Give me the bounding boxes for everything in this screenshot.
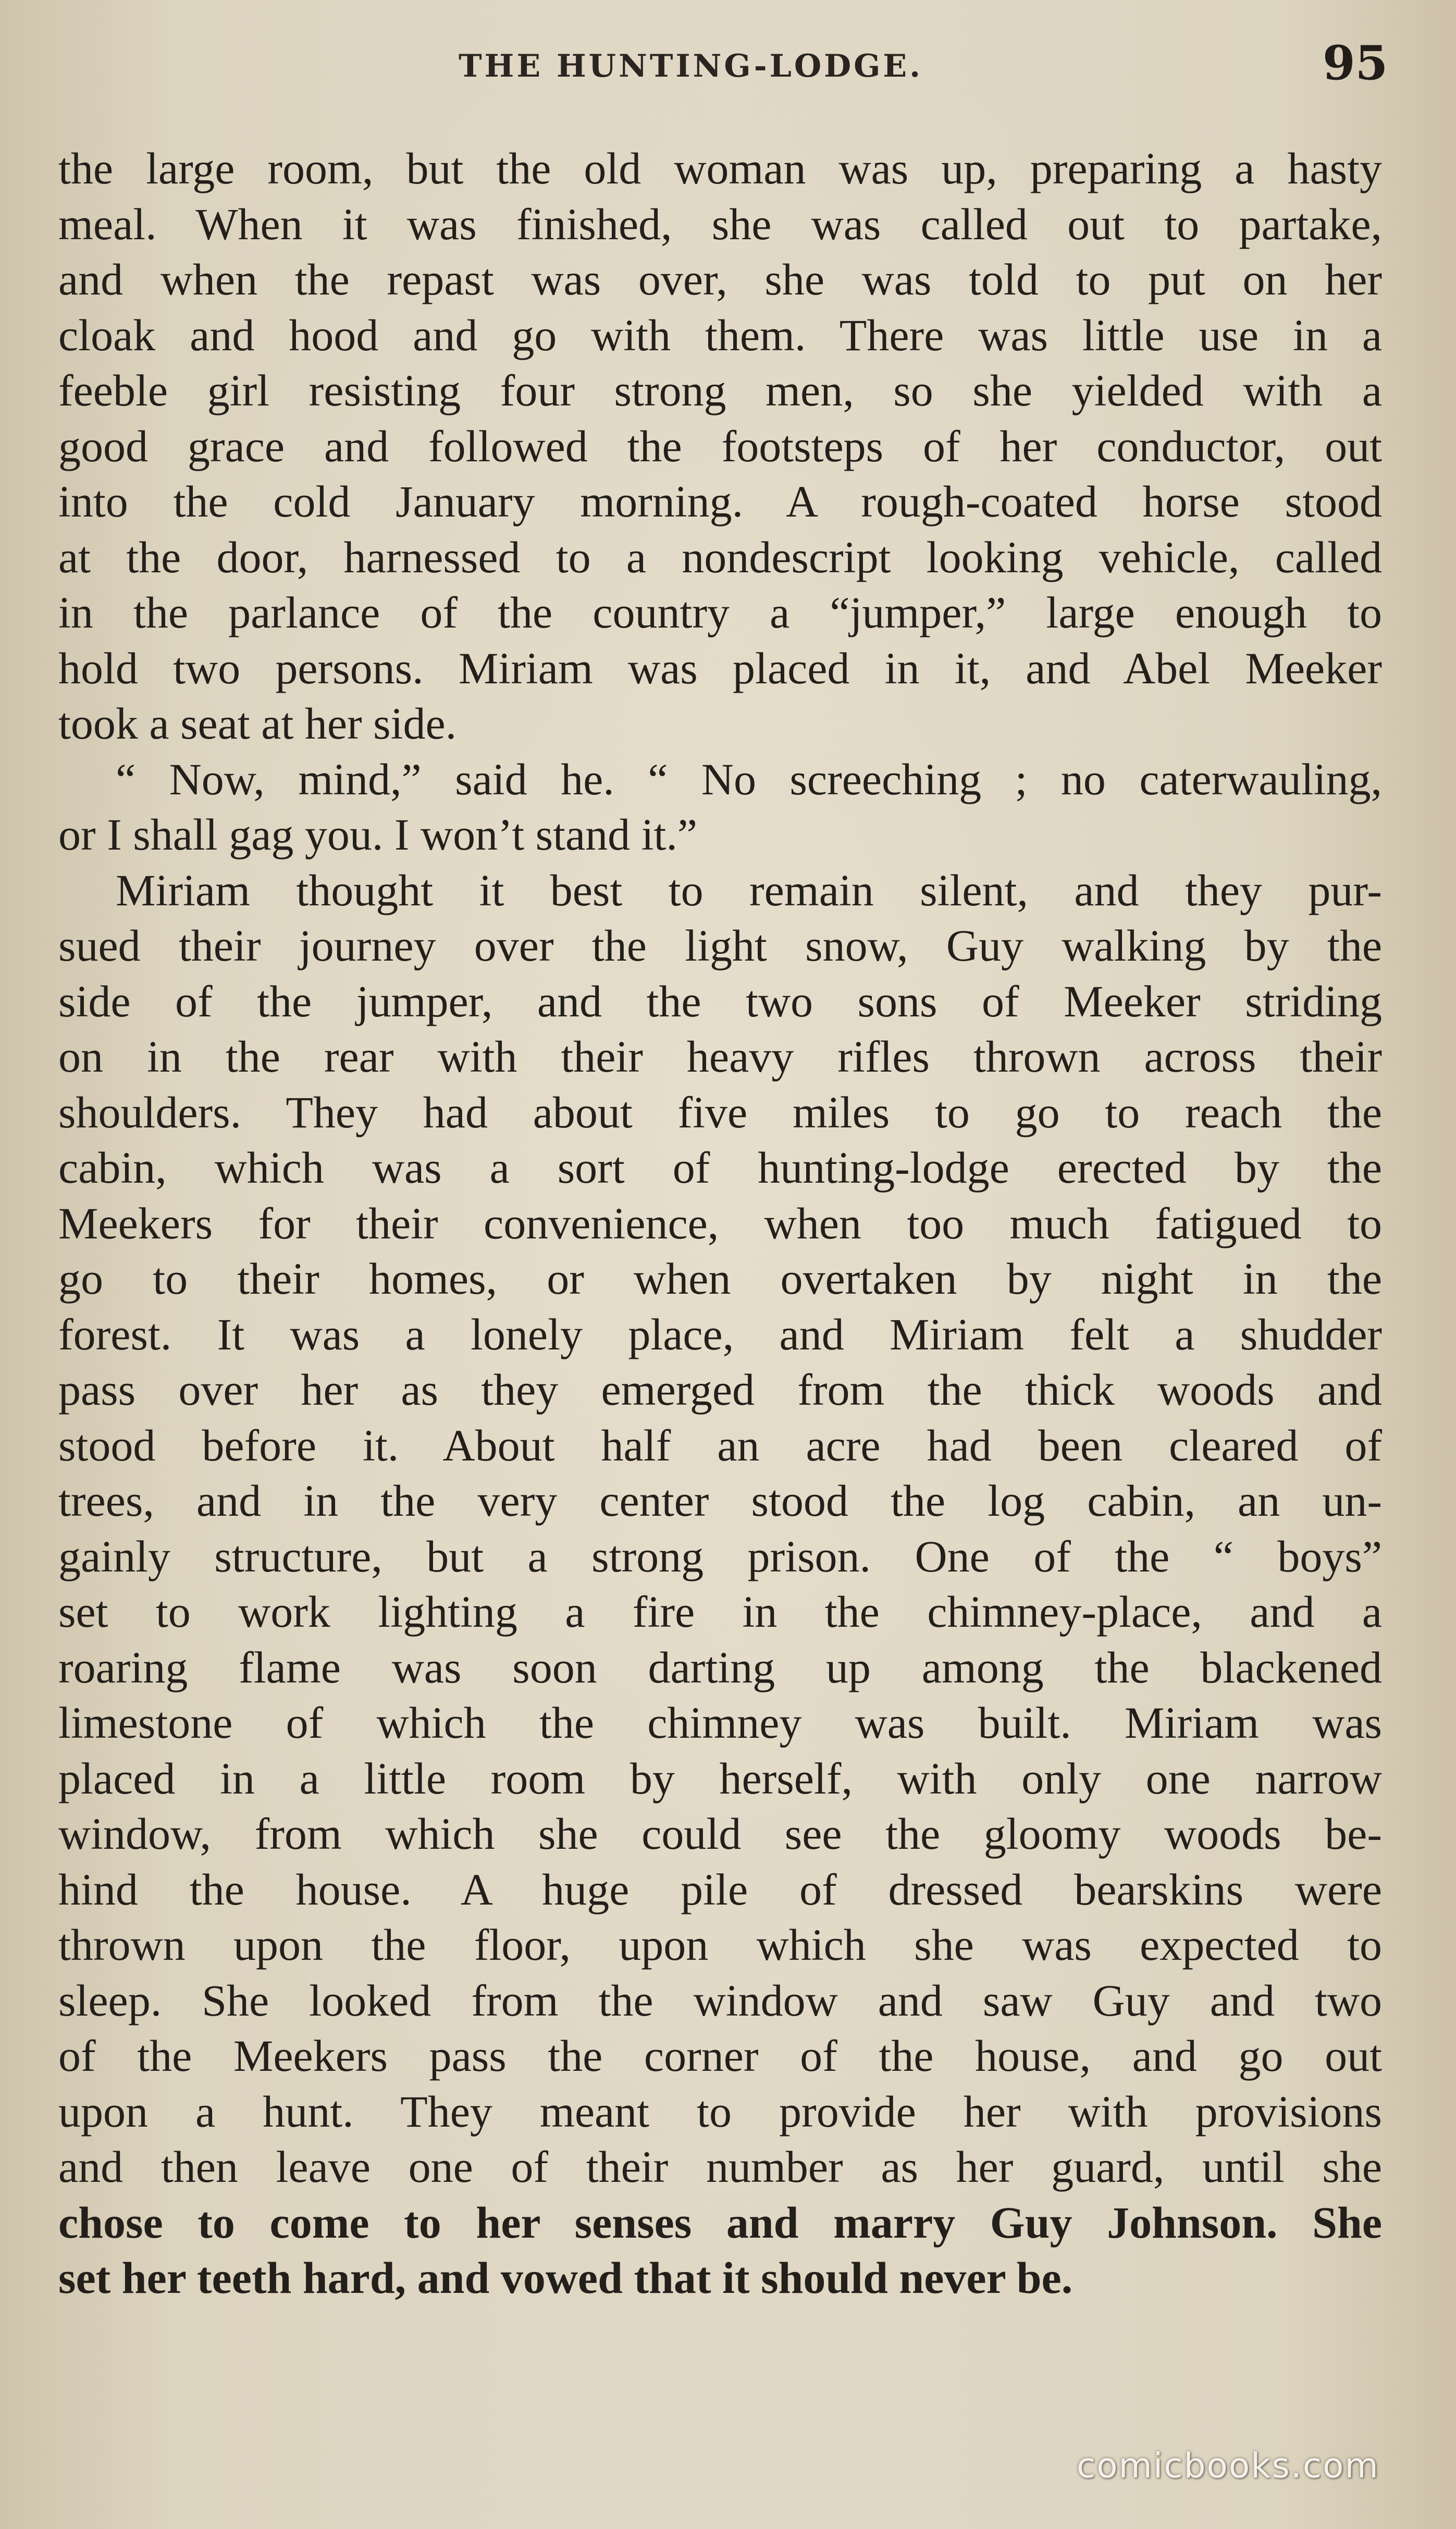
text-line: pass over her as they emerged from the thick woods and xyxy=(58,1365,1382,1415)
text-line: thrown upon the floor, upon which she was expected to xyxy=(58,1920,1382,1970)
text-line: trees, and in the very center stood the log cabin, an un- xyxy=(58,1476,1382,1526)
text-line: at the door, harnessed to a nondescript looking vehicle, called xyxy=(58,532,1382,582)
text-line: on in the rear with their heavy rifles thrown across their xyxy=(58,1032,1382,1082)
text-line: good grace and followed the footsteps of her conductor, out xyxy=(58,421,1382,471)
text-line: sued their journey over the light snow, Guy walking by the xyxy=(58,920,1382,971)
text-line: sleep. She looked from the window and saw Guy and two xyxy=(58,1975,1382,2025)
text-line: took a seat at her side. xyxy=(58,698,457,748)
text-line: meal. When it was finished, she was called out to partake, xyxy=(58,199,1382,249)
text-line: set her teeth hard, and vowed that it should never be. xyxy=(58,2253,1073,2303)
text-line: upon a hunt. They meant to provide her with provisions xyxy=(58,2086,1382,2137)
text-line: chose to come to her senses and marry Guy Johnson. She xyxy=(58,2197,1382,2248)
text-line: feeble girl resisting four strong men, so she yielded with a xyxy=(58,365,1382,415)
text-line: roaring flame was soon darting up among the blackened xyxy=(58,1642,1382,1692)
text-line: the large room, but the old woman was up, preparing a hasty xyxy=(58,143,1382,193)
text-line: “ Now, mind,” said he. “ No screeching ; no caterwauling, xyxy=(116,754,1382,804)
text-line: hind the house. A huge pile of dressed bearskins were xyxy=(58,1864,1382,1914)
text-line: Miriam thought it best to remain silent, and they pur- xyxy=(116,865,1382,915)
text-line: Meekers for their convenience, when too much fatigued to xyxy=(58,1198,1382,1248)
text-line: hold two persons. Miriam was placed in it, and Abel Meeker xyxy=(58,643,1382,693)
running-head: THE HUNTING-LODGE. xyxy=(459,48,923,84)
text-line: of the Meekers pass the corner of the house, and go out xyxy=(58,2031,1382,2081)
text-line: shoulders. They had about five miles to go to reach the xyxy=(58,1087,1382,1137)
text-line: window, from which she could see the gloomy woods be- xyxy=(58,1809,1382,1859)
text-line: in the parlance of the country a “jumper,” large enough to xyxy=(58,587,1382,637)
text-line: go to their homes, or when overtaken by night in the xyxy=(58,1254,1382,1304)
body-text xyxy=(58,141,1382,2306)
text-line: set to work lighting a fire in the chimney-place, and a xyxy=(58,1587,1382,1637)
text-line: placed in a little room by herself, with only one narrow xyxy=(58,1753,1382,1803)
text-line: cabin, which was a sort of hunting-lodge erected by the xyxy=(58,1143,1382,1193)
text-line: into the cold January morning. A rough-coated horse stood xyxy=(58,476,1382,526)
watermark: comicbooks.com xyxy=(1077,2446,1379,2486)
text-line: forest. It was a lonely place, and Miriam felt a shudder xyxy=(58,1309,1382,1359)
text-line: stood before it. About half an acre had been cleared of xyxy=(58,1420,1382,1470)
text-line: limestone of which the chimney was built. Miriam was xyxy=(58,1698,1382,1748)
text-line: and then leave one of their number as her guard, until she xyxy=(58,2142,1382,2192)
page-number: 95 xyxy=(1323,35,1388,91)
text-line: cloak and hood and go with them. There was little use in a xyxy=(58,310,1382,360)
text-line: or I shall gag you. I won’t stand it.” xyxy=(58,809,698,860)
text-line: side of the jumper, and the two sons of Meeker striding xyxy=(58,976,1382,1026)
text-line: gainly structure, but a strong prison. One of the “ boys” xyxy=(58,1531,1382,1581)
page-header xyxy=(0,32,1456,100)
text-line: and when the repast was over, she was told to put on her xyxy=(58,254,1382,304)
